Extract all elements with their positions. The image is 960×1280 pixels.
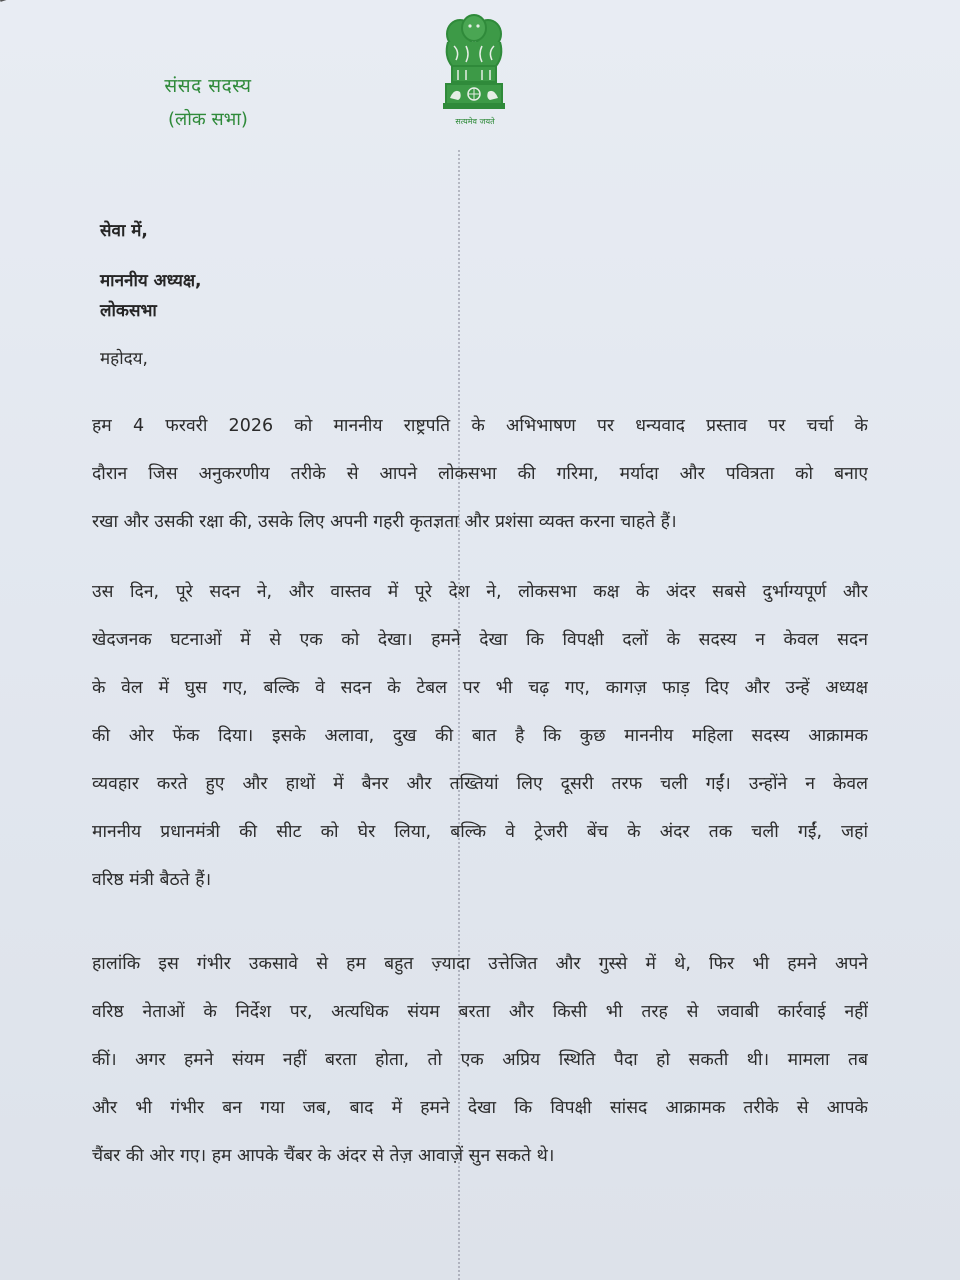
paragraph-2 (92, 568, 868, 904)
letterhead-subtitle: (लोक सभा) (168, 109, 248, 130)
paragraph-line: रखा और उसकी रक्षा की, उसके लिए अपनी गहरी कृतज्ञता और प्रशंसा व्यक्त करना चाहते हैं। (92, 512, 677, 532)
paragraph-line: खेदजनक घटनाओं में से एक को देखा। हमने देखा कि विपक्षी दलों के सदस्य न केवल सदन (92, 630, 868, 650)
paragraph-line: वरिष्ठ नेताओं के निर्देश पर, अत्यधिक संयम बरता और किसी भी तरह से जवाबी कार्रवाई नहीं (92, 1002, 868, 1022)
addressee-line: माननीय अध्यक्ष, (100, 271, 202, 291)
paragraph-line: माननीय प्रधानमंत्री की सीट को घेर लिया, बल्कि वे ट्रेजरी बेंच के अंदर तक चली गईं, जहां (92, 822, 868, 842)
paragraph-line: और भी गंभीर बन गया जब, बाद में हमने देखा कि विपक्षी सांसद आक्रामक तरीके से आपके (92, 1098, 868, 1118)
national-emblem-icon (436, 12, 512, 116)
paragraph-line: व्यवहार करते हुए और हाथों में बैनर और तख्तियां लिए दूसरी तरफ चली गईं। उन्होंने न केवल (92, 774, 868, 794)
paragraph-line: वरिष्ठ मंत्री बैठते हैं। (92, 870, 212, 890)
paragraph-line: दौरान जिस अनुकरणीय तरीके से आपने लोकसभा की गरिमा, मर्यादा और पवित्रता को बनाए (92, 464, 868, 484)
paragraph-line: की ओर फेंक दिया। इसके अलावा, दुख की बात है कि कुछ माननीय महिला सदस्य आक्रामक (92, 726, 868, 746)
paragraph-line: कीं। अगर हमने संयम नहीं बरता होता, तो एक अप्रिय स्थिति पैदा हो सकती थी। मामला तब (92, 1050, 868, 1070)
paragraph-1 (92, 402, 868, 546)
corner-mark (0, 0, 18, 2)
salutation-to: सेवा में, (100, 221, 148, 241)
paragraph-line: हम 4 फरवरी 2026 को माननीय राष्ट्रपति के अभिभाषण पर धन्यवाद प्रस्ताव पर चर्चा के (92, 416, 868, 436)
paragraph-3 (92, 940, 868, 1180)
paragraph-line: चैंबर की ओर गए। हम आपके चैंबर के अंदर से तेज़ आवाज़ें सुन सकते थे। (92, 1146, 555, 1166)
emblem-motto: सत्यमेव जयते (455, 117, 495, 126)
addressee-line: लोकसभा (100, 301, 157, 321)
paragraph-line: हालांकि इस गंभीर उकसावे से हम बहुत ज़्यादा उत्तेजित और गुस्से में थे, फिर भी हमने अपने (92, 954, 868, 974)
letterhead-title: संसद सदस्य (164, 75, 252, 97)
greeting: महोदय, (100, 349, 148, 369)
addressee-block (100, 266, 202, 326)
paragraph-line: के वेल में घुस गए, बल्कि वे सदन के टेबल पर भी चढ़ गए, कागज़ फाड़ दिए और उन्हें अध्यक्ष (92, 678, 868, 698)
paragraph-line: उस दिन, पूरे सदन ने, और वास्तव में पूरे देश ने, लोकसभा कक्ष के अंदर सबसे दुर्भाग्यपूर्ण और (92, 582, 868, 602)
